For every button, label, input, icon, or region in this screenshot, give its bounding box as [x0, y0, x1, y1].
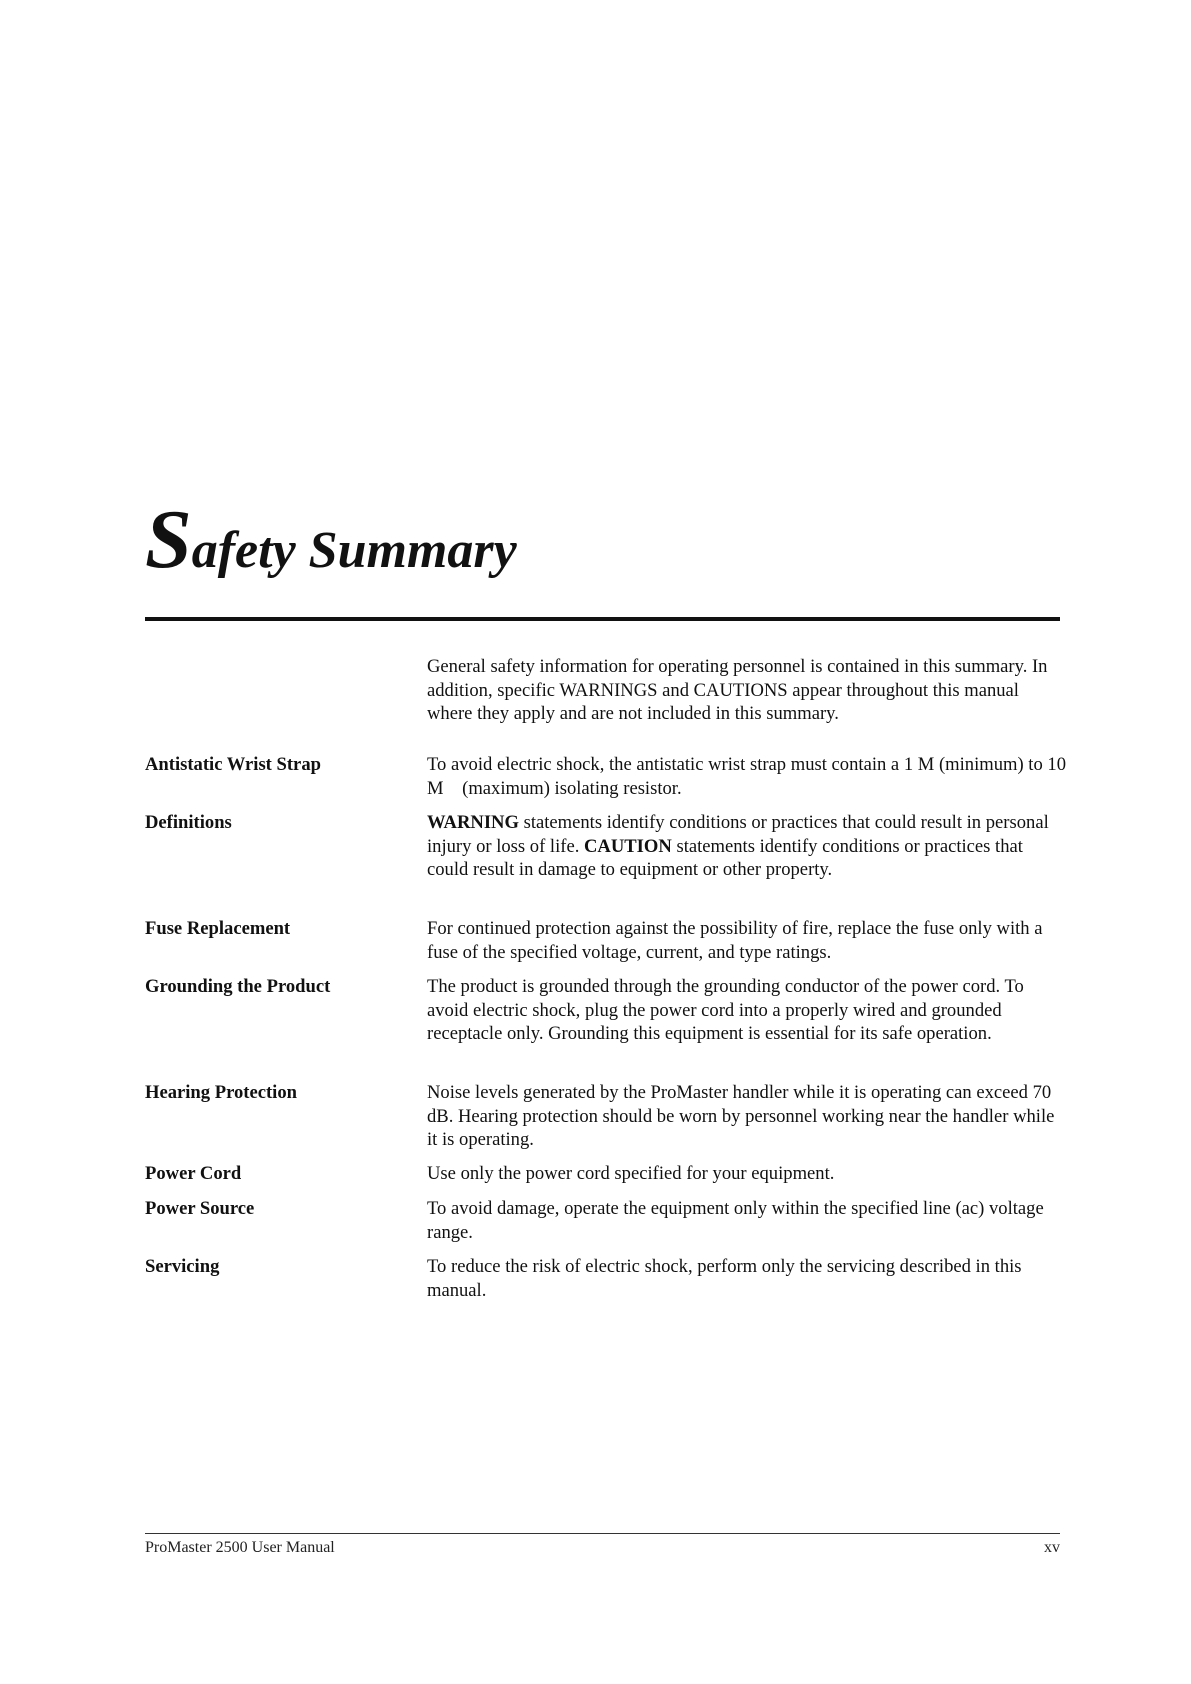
- title-rule: [145, 617, 1060, 621]
- section-label: Antistatic Wrist Strap: [145, 754, 321, 775]
- section-label: Servicing: [145, 1256, 220, 1277]
- section-label: Grounding the Product: [145, 976, 331, 997]
- warning-definition: statements identify conditions or practices that could result in personal injury or loss of life.: [427, 812, 1049, 857]
- intro-paragraph: General safety information for operating personnel is contained in this summary. In addition, specific WARNINGS and CAUTIONS appear throughout this manual where they apply and are not included in this summary.: [427, 656, 1048, 725]
- caution-definition: statements identify conditions or practices that could result in damage to equipment or other property.: [427, 835, 1023, 881]
- section-label: Fuse Replacement: [145, 918, 291, 939]
- footer-page-number: xv: [1044, 1539, 1060, 1556]
- section-body: Use only the power cord specified for your equipment.: [427, 1163, 835, 1184]
- section-label: Hearing Protection: [145, 1082, 297, 1103]
- section-label: Definitions: [145, 812, 232, 833]
- footer-manual-title: ProMaster 2500 User Manual: [145, 1539, 335, 1556]
- section-body: To reduce the risk of electric shock, perform only the servicing described in this manual.: [427, 1256, 1022, 1301]
- title-initial: S: [145, 493, 192, 586]
- section-body: Noise levels generated by the ProMaster handler while it is operating can exceed 70 dB. Hearing protection should be worn by personnel working near the handler while it is operating.: [427, 1082, 1055, 1151]
- section-body: For continued protection against the possibility of fire, replace the fuse only with a fuse of the specified voltage, current, and type ratings.: [427, 918, 1043, 963]
- footer-rule: [145, 1533, 1060, 1534]
- section-label: Power Cord: [145, 1163, 242, 1184]
- section-body: To avoid electric shock, the antistatic wrist strap must contain a 1 M (minimum) to 10 M (maximum) isolating resistor.: [427, 754, 1071, 799]
- section-body: The product is grounded through the grounding conductor of the power cord. To avoid electric shock, plug the power cord into a properly wired and grounded receptacle only. Grounding this equipment is essential for its safe operation.: [427, 976, 1024, 1045]
- section-body: To avoid damage, operate the equipment only within the specified line (ac) voltage range.: [427, 1198, 1044, 1243]
- warning-term: WARNING: [427, 812, 519, 833]
- title-rest: afety Summary: [191, 522, 517, 579]
- section-label: Power Source: [145, 1198, 255, 1219]
- page-title: [145, 493, 517, 586]
- section-body: [427, 811, 1067, 882]
- caution-term: CAUTION: [584, 835, 672, 857]
